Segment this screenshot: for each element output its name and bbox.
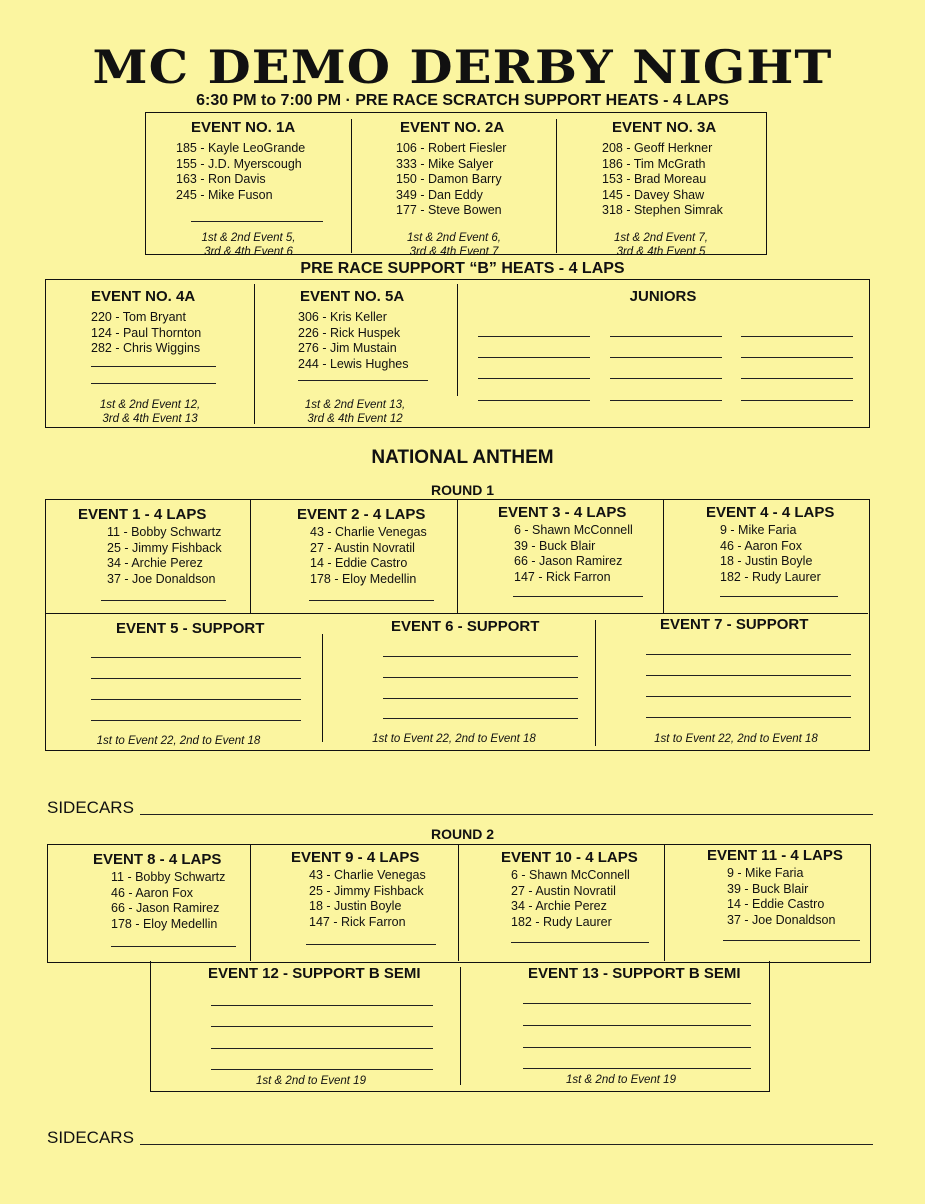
event-title: EVENT 1 - 4 LAPS bbox=[78, 506, 207, 523]
advance-note: 1st & 2nd Event 12, bbox=[99, 399, 201, 411]
entry: 14 - Eddie Castro bbox=[310, 556, 408, 570]
advance-note: 3rd & 4th Event 7 bbox=[409, 246, 499, 258]
event-title: EVENT NO. 3A bbox=[612, 119, 717, 136]
event-title: EVENT 2 - 4 LAPS bbox=[297, 506, 426, 523]
event-5a bbox=[255, 288, 457, 425]
event-4a bbox=[46, 288, 254, 425]
event-title: EVENT 7 - SUPPORT bbox=[660, 616, 809, 633]
event-title: EVENT 4 - 4 LAPS bbox=[706, 504, 835, 521]
event-7-support bbox=[596, 616, 868, 746]
entry: 186 - Tim McGrath bbox=[602, 156, 706, 171]
entry: 333 - Mike Salyer bbox=[396, 156, 494, 171]
event-1 bbox=[46, 506, 250, 587]
entry: 182 - Rudy Laurer bbox=[511, 914, 612, 929]
advance-note: 3rd & 4th Event 13 bbox=[102, 413, 198, 425]
entry: 185 - Kayle LeoGrande bbox=[176, 141, 306, 155]
event-4 bbox=[664, 504, 868, 585]
event-title: EVENT 10 - 4 LAPS bbox=[501, 849, 638, 866]
entry: 155 - J.D. Myerscough bbox=[176, 156, 302, 171]
entry: 226 - Rick Huspek bbox=[298, 325, 401, 340]
entry: 163 - Ron Davis bbox=[176, 172, 266, 186]
entry: 43 - Charlie Venegas bbox=[310, 525, 427, 539]
event-title: EVENT NO. 2A bbox=[400, 119, 505, 136]
entry: 66 - Jason Ramirez bbox=[111, 901, 220, 915]
entry: 245 - Mike Fuson bbox=[176, 187, 273, 202]
round-1-table bbox=[45, 499, 870, 751]
scratch-heats-table bbox=[145, 112, 767, 258]
entry: 34 - Archie Perez bbox=[107, 556, 203, 570]
advance-note: 1st to Event 22, 2nd to Event 18 bbox=[654, 733, 818, 745]
entry: 25 - Jimmy Fishback bbox=[107, 540, 222, 555]
event-3a bbox=[557, 119, 765, 258]
advance-note: 1st to Event 22, 2nd to Event 18 bbox=[372, 733, 536, 745]
entry: 318 - Stephen Simrak bbox=[602, 203, 723, 217]
event-title: EVENT 12 - SUPPORT B SEMI bbox=[208, 965, 421, 982]
event-9 bbox=[251, 849, 458, 930]
event-title: EVENT 8 - 4 LAPS bbox=[93, 851, 222, 868]
advance-note: 1st & 2nd Event 6, bbox=[407, 232, 501, 244]
entry: 349 - Dan Eddy bbox=[396, 187, 483, 202]
entry: 66 - Jason Ramirez bbox=[514, 554, 623, 568]
event-5-support bbox=[46, 620, 322, 748]
b-heats-heading: PRE RACE SUPPORT “B” HEATS - 4 LAPS bbox=[300, 260, 625, 277]
entry: 34 - Archie Perez bbox=[511, 899, 607, 913]
entry: 220 - Tom Bryant bbox=[91, 310, 186, 324]
entry: 39 - Buck Blair bbox=[514, 538, 596, 553]
entry: 106 - Robert Fiesler bbox=[396, 141, 507, 155]
event-6-support bbox=[323, 618, 595, 746]
advance-note: 3rd & 4th Event 5 bbox=[616, 246, 706, 258]
entry: 18 - Justin Boyle bbox=[720, 554, 813, 568]
page-title: MC DEMO DERBY NIGHT bbox=[92, 40, 833, 94]
event-title: EVENT 11 - 4 LAPS bbox=[707, 847, 843, 864]
advance-note: 1st & 2nd to Event 19 bbox=[256, 1075, 366, 1087]
entry: 43 - Charlie Venegas bbox=[309, 868, 426, 882]
entry: 177 - Steve Bowen bbox=[396, 203, 502, 217]
entry: 178 - Eloy Medellin bbox=[310, 571, 417, 586]
entry: 46 - Aaron Fox bbox=[720, 538, 802, 553]
entry: 276 - Jim Mustain bbox=[298, 341, 397, 355]
entry: 27 - Austin Novratil bbox=[511, 883, 616, 898]
event-3 bbox=[458, 504, 663, 585]
entry: 39 - Buck Blair bbox=[727, 881, 809, 896]
event-2 bbox=[251, 506, 457, 587]
juniors-section bbox=[458, 288, 868, 305]
event-title: EVENT NO. 1A bbox=[191, 119, 296, 136]
event-title: EVENT 13 - SUPPORT B SEMI bbox=[528, 965, 741, 982]
scratch-heats-heading: 6:30 PM to 7:00 PM · PRE RACE SCRATCH SUPPORT HEATS - 4 LAPS bbox=[196, 92, 729, 109]
advance-note: 1st & 2nd Event 13, bbox=[304, 399, 406, 411]
sidecars-line-2 bbox=[140, 1144, 873, 1145]
entry: 147 - Rick Farron bbox=[309, 914, 406, 929]
national-anthem: NATIONAL ANTHEM bbox=[371, 447, 554, 468]
entry: 9 - Mike Faria bbox=[720, 523, 797, 537]
sidecars-label: SIDECARS bbox=[47, 798, 134, 817]
advance-note: 1st to Event 22, 2nd to Event 18 bbox=[96, 735, 261, 747]
event-title: EVENT 6 - SUPPORT bbox=[391, 618, 540, 635]
event-title: EVENT 5 - SUPPORT bbox=[116, 620, 265, 637]
event-1a bbox=[146, 119, 351, 258]
entry: 25 - Jimmy Fishback bbox=[309, 883, 424, 898]
entry: 145 - Davey Shaw bbox=[602, 187, 705, 202]
entry: 124 - Paul Thornton bbox=[91, 325, 202, 340]
entry: 178 - Eloy Medellin bbox=[111, 916, 218, 931]
entry: 27 - Austin Novratil bbox=[310, 540, 415, 555]
entry: 306 - Kris Keller bbox=[298, 310, 387, 324]
entry: 37 - Joe Donaldson bbox=[727, 912, 836, 927]
entry: 14 - Eddie Castro bbox=[727, 897, 825, 911]
entry: 18 - Justin Boyle bbox=[309, 899, 402, 913]
entry: 46 - Aaron Fox bbox=[111, 885, 193, 900]
round-2-table bbox=[47, 844, 871, 963]
advance-note: 1st & 2nd Event 7, bbox=[614, 232, 708, 244]
event-title: EVENT NO. 5A bbox=[300, 288, 405, 305]
event-12-semi bbox=[151, 965, 460, 1089]
b-heats-table bbox=[45, 279, 870, 428]
event-13-semi bbox=[461, 965, 769, 1089]
advance-note: 3rd & 4th Event 6 bbox=[204, 246, 293, 258]
juniors-title: JUNIORS bbox=[629, 288, 697, 305]
entry: 147 - Rick Farron bbox=[514, 569, 611, 584]
entry: 182 - Rudy Laurer bbox=[720, 569, 821, 584]
entry: 11 - Bobby Schwartz bbox=[111, 870, 226, 884]
event-title: EVENT NO. 4A bbox=[91, 288, 196, 305]
advance-note: 3rd & 4th Event 12 bbox=[307, 413, 403, 425]
advance-note: 1st & 2nd to Event 19 bbox=[566, 1074, 676, 1086]
entry: 37 - Joe Donaldson bbox=[107, 571, 216, 586]
event-2a bbox=[352, 119, 556, 258]
entry: 11 - Bobby Schwartz bbox=[107, 525, 222, 539]
entry: 153 - Brad Moreau bbox=[602, 172, 707, 186]
entry: 282 - Chris Wiggins bbox=[91, 341, 201, 355]
entry: 244 - Lewis Hughes bbox=[298, 356, 409, 371]
event-title: EVENT 3 - 4 LAPS bbox=[498, 504, 627, 521]
round-2-label: ROUND 2 bbox=[430, 826, 494, 842]
semi-table bbox=[150, 961, 770, 1092]
entry: 9 - Mike Faria bbox=[727, 866, 804, 880]
sidecars-label-2: SIDECARS bbox=[47, 1128, 134, 1147]
event-10 bbox=[459, 849, 664, 930]
event-11 bbox=[665, 847, 869, 928]
entry: 150 - Damon Barry bbox=[396, 172, 502, 186]
round-1-label: ROUND 1 bbox=[430, 482, 494, 498]
advance-note: 1st & 2nd Event 5, bbox=[201, 232, 296, 244]
entry: 6 - Shawn McConnell bbox=[511, 868, 630, 882]
event-8 bbox=[48, 851, 250, 932]
sidecars-line bbox=[140, 814, 873, 815]
entry: 6 - Shawn McConnell bbox=[514, 523, 633, 537]
entry: 208 - Geoff Herkner bbox=[602, 141, 713, 155]
event-title: EVENT 9 - 4 LAPS bbox=[291, 849, 420, 866]
